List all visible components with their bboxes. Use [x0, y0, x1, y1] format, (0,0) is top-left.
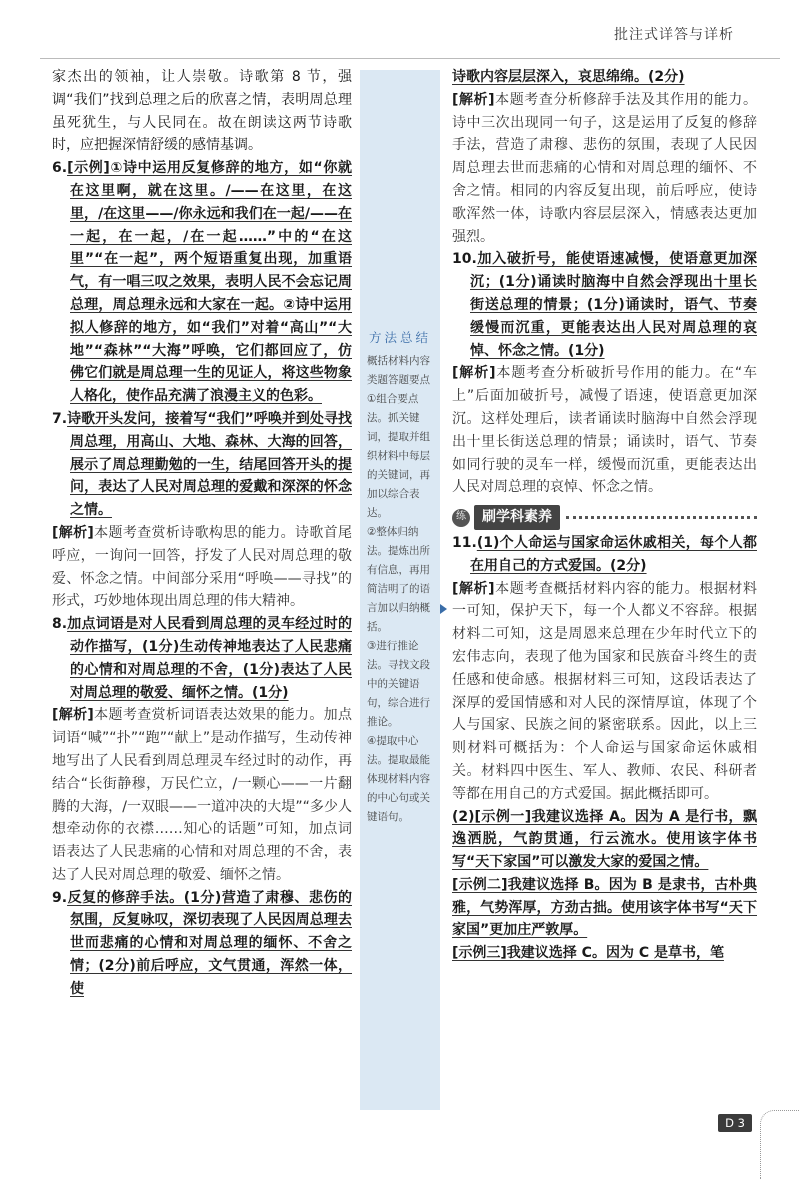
- left-column: [52, 66, 352, 1001]
- section-dotted-divider: [566, 516, 757, 519]
- method-summary-line: ③进行推论法。寻找文段中的关键语句，综合进行推论。: [367, 640, 430, 728]
- answer-7-number: 7.: [52, 410, 68, 427]
- answer-10-text: 加入破折号，能使语速减慢，使语意更加深沉；(1分)诵读时脑海中自然会浮现出十里长街送总理的情景；(1分)诵读时，语气、节奏缓慢而沉重，更能表达出人民对周总理的哀悼、怀念之情。(1分): [470, 251, 757, 359]
- answer-7-text: 诗歌开头发问，接着写“我们”呼唤并到处寻找周总理，用高山、大地、森林、大海的回答，展示了周总理勤勉的一生，结尾回答开头的提问，表达了人民对周总理的爱戴和深深的怀念之情。: [67, 410, 352, 519]
- method-summary-body: [360, 346, 440, 827]
- method-summary-line: 概括材料内容类题答题要点: [367, 355, 430, 386]
- answer-11: [452, 532, 757, 578]
- method-summary-panel: [360, 70, 440, 1110]
- analysis-9-text: 本题考查分析修辞手法及其作用的能力。诗中三次出现同一句子，这是运用了反复的修辞手法，营造了肃穆、悲伤的氛围，表现了人民因周总理去世而悲痛的心情和对周总理的缅怀、不舍之情。相同的内容反复出现，前后呼应，使诗歌浑然一体，诗歌内容层层深入，情感表达更加强烈。: [452, 91, 758, 245]
- section-brush-icon: 练: [452, 509, 470, 527]
- analysis-9-tag: [解析]: [452, 91, 495, 108]
- method-summary-line: ②整体归纳法。提炼出所有信息，再用简洁明了的语言加以归纳概括。: [367, 526, 430, 633]
- section-header: [452, 505, 757, 530]
- answer-8-text: 加点词语是对人民看到周总理的灵车经过时的动作描写，(1分)生动传神地表达了人民悲痛的心情和对周总理的不舍，(1分)表达了人民对周总理的敬爱、缅怀之情。(1分): [67, 616, 352, 701]
- answer-11-example-2: [示例二]我建议选择 B。因为 B 是隶书，古朴典雅，气势浑厚，方劲古拙。使用该字体书写“天下家国”更加庄严敦厚。: [452, 876, 757, 939]
- left-paragraph-intro: 家杰出的领袖，让人崇敬。诗歌第 8 节，强调“我们”找到总理之后的欣喜之情，表明周总理虽死犹生，与人民同在。故在朗读这两节诗歌时，应把握深情舒缓的感情基调。: [52, 69, 352, 154]
- answer-11-text: (1)个人命运与国家命运休戚相关，每个人都在用自己的方式爱国。(2分): [470, 534, 757, 574]
- answer-10-number: 10.: [452, 251, 477, 268]
- answer-6-text: [示例]①诗中运用反复修辞的地方，如“你就在这里啊，就在这里。/——在这里，在这里，/在这里——/你永远和我们在一起/——在一起，在一起，/在一起……”中的“在这里”“在一起”，两个短语重复出现，加重语气，有一唱三叹之效果，表明人民不会忘记周总理，周总理永远和大家在一起。②诗中运用拟人修辞的地方，如“我们”对着“高山”“大地”“森林”“大海”呼唤，它们都回应了，仿佛它们就是周总理一生的见证人，将这些物象人格化，使作品充满了浪漫主义的色彩。: [67, 160, 352, 405]
- answer-11-number: 11.: [452, 534, 477, 551]
- answer-9-text: 反复的修辞手法。(1分)营造了肃穆、悲伤的氛围，反复咏叹，深切表现了人民因周总理去世而悲痛的心情和对周总理的缅怀、不舍之情；(2分)前后呼应，文气贯通，浑然一体，使: [67, 889, 352, 997]
- analysis-7-text: 本题考查赏析诗歌构思的能力。诗歌首尾呼应，一询问一回答，抒发了人民对周总理的敬爱、怀念之情。中间部分采用“呼唤——寻找”的形式，巧妙地体现出周总理的伟大精神。: [52, 524, 353, 610]
- method-summary-line: ④提取中心法。提取最能体现材料内容的中心句或关键语句。: [367, 735, 430, 823]
- answer-11-part-2: (2)[示例一]我建议选择 A。因为 A 是行书，飘逸洒脱，气韵贯通，行云流水。使用该字体书写“天下家国”可以激发大家的爱国之情。: [452, 808, 757, 871]
- analysis-11-text: 本题考查概括材料内容的能力。根据材料一可知，保护天下，每一个人都义不容辞。根据材料二可知，这是周恩来总理在少年时代立下的宏伟志向，表现了他为国家和民族奋斗终生的责任感和使命感。根据材料三可知，这段话表达了深厚的爱国情感和对人民的深情厚谊，体现了个人与国家、民族之间的紧密联系。因此，以上三则材料可概括为：个人命运与国家命运休戚相关。材料四中医生、军人、教师、农民、科研者等都在用自己的方式爱国。据此概括即可。: [452, 580, 758, 802]
- answer-9: [52, 887, 352, 1001]
- analysis-10: [452, 362, 757, 499]
- method-summary-title: 方法总结: [368, 330, 431, 345]
- header-divider: [40, 58, 780, 59]
- analysis-11: [452, 578, 757, 806]
- answer-6-number: 6.: [52, 160, 68, 177]
- answer-9-continued: 诗歌内容层层深入，哀思绵绵。(2分): [452, 69, 685, 85]
- analysis-8-tag: [解析]: [52, 707, 94, 724]
- pointer-arrow-icon: [440, 604, 447, 614]
- analysis-10-text: 本题考查分析破折号作用的能力。在“车上”后面加破折号，减慢了语速，使语意更加深沉。这样处理后，读者诵读时脑海中自然会浮现出十里长街送总理的情景；诵读时，语气、节奏如同行驶的灵车一样，缓慢而沉重，更能表达出人民对周总理的哀悼、怀念之情。: [452, 365, 757, 496]
- page-corner-decoration: [760, 1110, 800, 1179]
- answer-8: [52, 613, 352, 704]
- answer-9-number: 9.: [52, 889, 68, 906]
- answer-6: [52, 157, 352, 408]
- method-summary-line: ①组合要点法。抓关键词，提取并组织材料中每层的关键词，再加以综合表达。: [367, 393, 430, 519]
- section-label: 刷学科素养: [474, 505, 560, 530]
- answer-11-example-3: [示例三]我建议选择 C。因为 C 是草书，笔: [452, 945, 724, 962]
- answer-10: [452, 248, 757, 362]
- header-title: 批注式详答与详析: [614, 27, 734, 43]
- analysis-7: [52, 522, 352, 613]
- analysis-9: [452, 89, 757, 249]
- right-column: [452, 66, 757, 965]
- analysis-8-text: 本题考查赏析词语表达效果的能力。加点词语“喊”“扑”“跑”“献上”是动作描写，生动传神地写出了人民看到周总理灵车经过时的动作，再结合“长街静穆，万民伫立，/一颗心——一片翻腾的大海，/一双眼——一道冲决的大堤”“多少人想牵动你的衣襟……知心的话题”可知，加点词语表达了人民悲痛的心情和对周总理的不舍，表达了人民对周总理的敬爱、缅怀之情。: [52, 707, 353, 883]
- page-number-badge: D 3: [718, 1114, 752, 1132]
- answer-7: [52, 408, 352, 522]
- analysis-10-tag: [解析]: [452, 365, 496, 382]
- analysis-7-tag: [解析]: [52, 524, 94, 541]
- analysis-8: [52, 704, 352, 886]
- answer-8-number: 8.: [52, 616, 68, 633]
- analysis-11-tag: [解析]: [452, 580, 495, 597]
